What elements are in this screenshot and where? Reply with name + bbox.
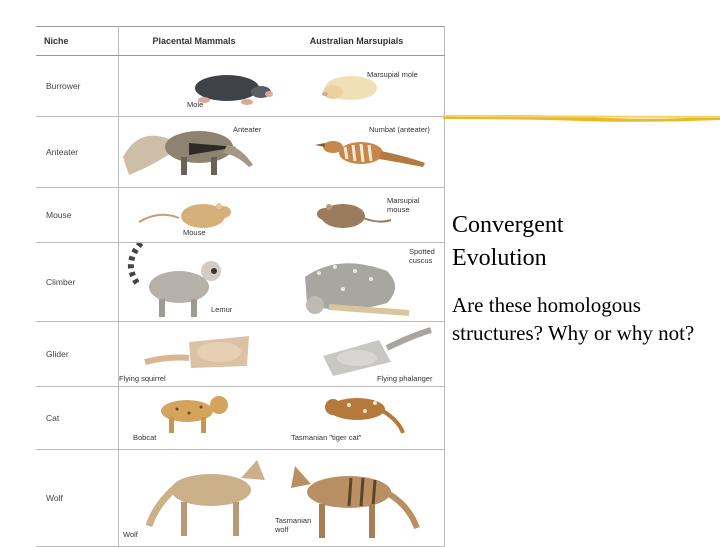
animal-pair-cell [119, 387, 445, 450]
niche-label: Anteater [36, 117, 119, 188]
placental-animal-label: Flying squirrel [119, 374, 166, 383]
animal-pair-cell [119, 117, 445, 188]
marsupial-animal-label: Spotted cuscus [409, 247, 435, 265]
title-line-1: Convergent [452, 212, 564, 238]
marsupial-animal-label: Marsupial mole [367, 70, 418, 79]
marsupial-animal-label: Flying phalanger [377, 374, 433, 383]
header-placental-mammals: Placental Mammals [119, 27, 270, 56]
placental-animal-label: Wolf [123, 530, 138, 539]
niche-label: Wolf [36, 450, 119, 547]
placental-animal-label: Bobcat [133, 433, 157, 442]
marsupial-animal-label: Numbat (anteater) [369, 125, 430, 134]
niche-label: Burrower [36, 56, 119, 117]
animal-pair-cell [119, 450, 445, 547]
cat-illustrations [119, 387, 453, 449]
table-row [36, 450, 445, 547]
niche-label: Mouse [36, 188, 119, 243]
niche-label: Glider [36, 322, 119, 387]
slide-title [452, 209, 712, 275]
animal-pair-cell [119, 243, 445, 322]
table-row [36, 188, 445, 243]
table-row [36, 322, 445, 387]
placental-animal-label: Lemur [211, 305, 233, 314]
accent-bar [443, 110, 720, 124]
mole-illustrations [119, 56, 453, 116]
table-row [36, 387, 445, 450]
table-header-row [36, 27, 445, 56]
convergent-evolution-figure [36, 26, 446, 540]
title-line-2: Evolution [452, 245, 547, 271]
animal-pair-cell [119, 188, 445, 243]
placental-animal-label: Mouse [183, 228, 206, 237]
header-australian-marsupials: Australian Marsupials [269, 27, 445, 56]
placental-animal-label: Mole [187, 100, 204, 109]
table-row [36, 117, 445, 188]
animal-pair-cell [119, 322, 445, 387]
marsupial-animal-label: Tasmanian wolf [275, 516, 312, 534]
animal-pair-cell [119, 56, 445, 117]
niche-label: Climber [36, 243, 119, 322]
niche-label: Cat [36, 387, 119, 450]
table-row [36, 56, 445, 117]
header-niche: Niche [36, 27, 119, 56]
table-row [36, 243, 445, 322]
climber-illustrations [119, 243, 453, 321]
niche-comparison-table [36, 26, 445, 547]
marsupial-animal-label: Marsupial mouse [387, 196, 420, 214]
slide-question: Are these homologous structures? Why or why not? [452, 293, 695, 345]
marsupial-animal-label: Tasmanian "tiger cat" [291, 433, 362, 442]
placental-animal-label: Anteater [233, 125, 262, 134]
